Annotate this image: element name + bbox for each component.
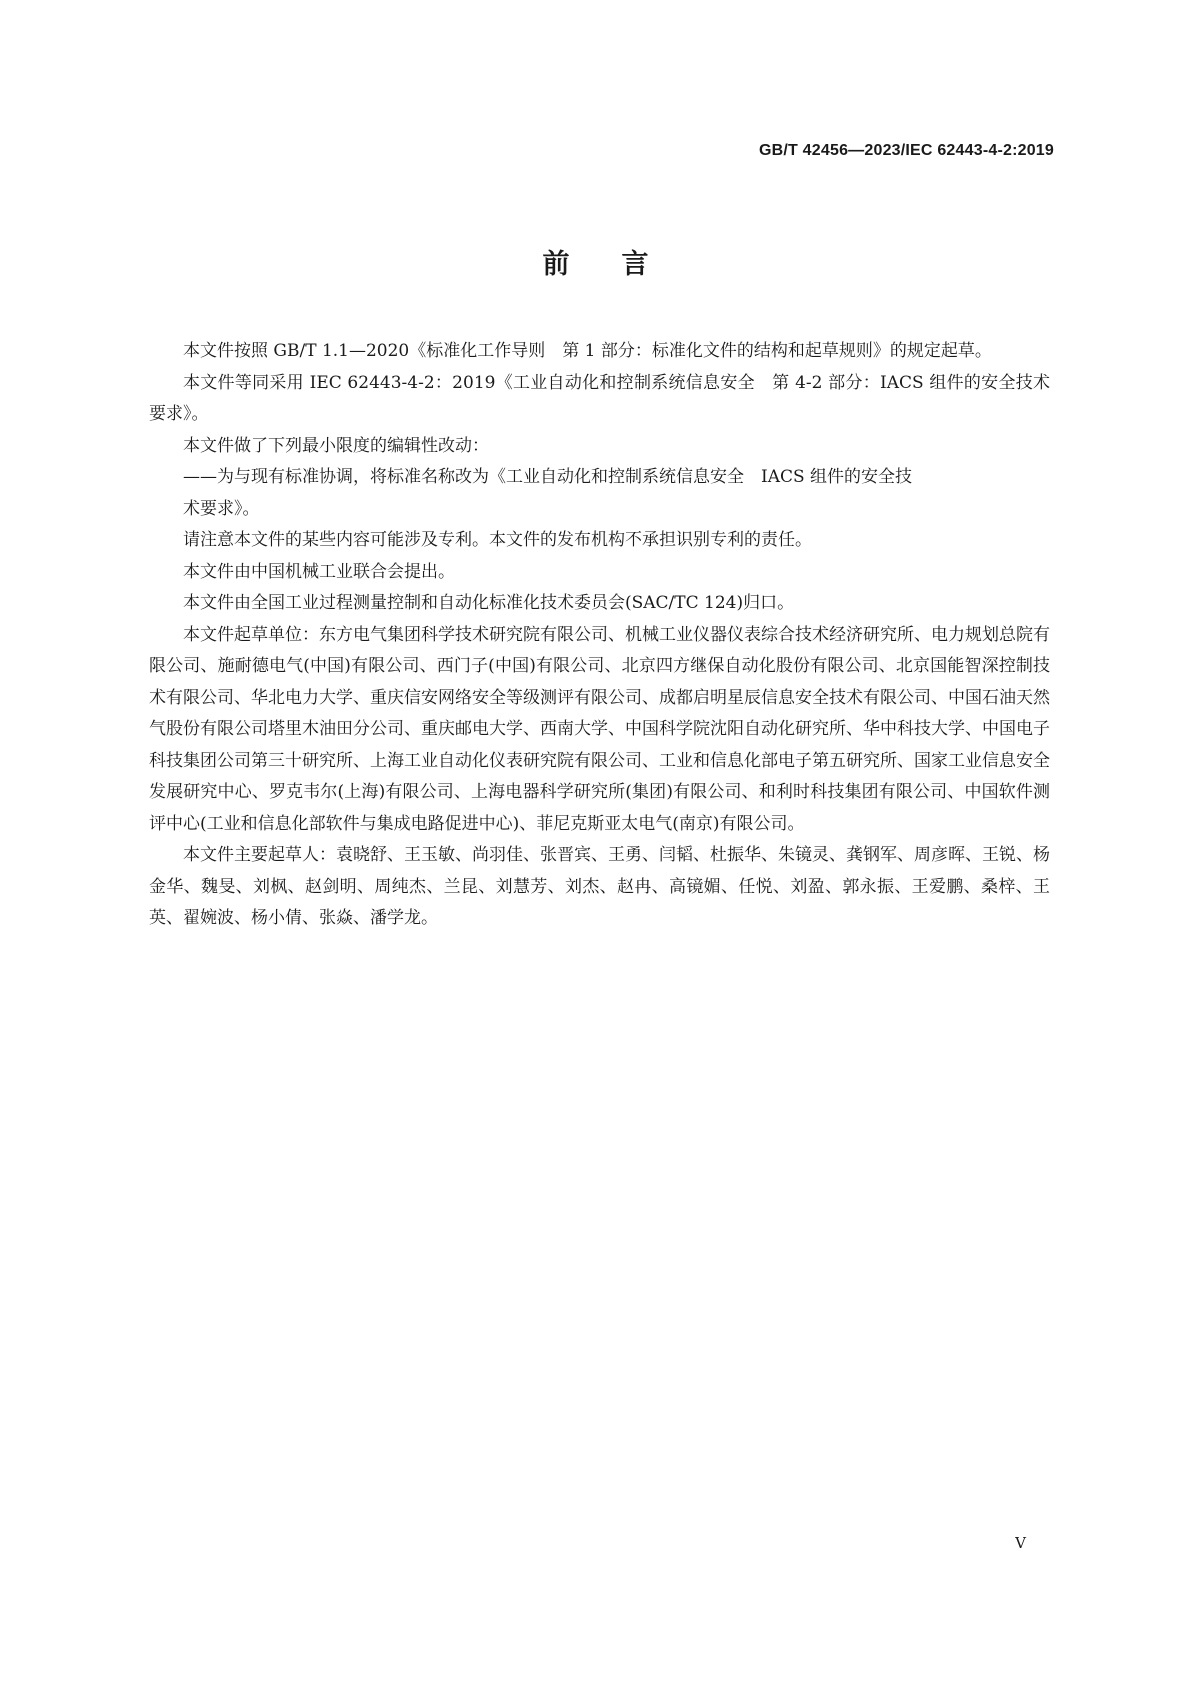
paragraph-drafting-units: 本文件起草单位：东方电气集团科学技术研究院有限公司、机械工业仪器仪表综合技术经济研究所、电力规划总院有限公司、施耐德电气(中国)有限公司、西门子(中国)有限公司、北京四方继保自动化股份有限公司、北京国能智深控制技术有限公司、华北电力大学、重庆信安网络安全等级测评有限公司、成都启明星辰信息安全技术有限公司、中国石油天然气股份有限公司塔里木油田分公司、重庆邮电大学、西南大学、中国科学院沈阳自动化研究所、华中科技大学、中国电子科技集团公司第三十研究所、上海工业自动化仪表研究院有限公司、工业和信息化部电子第五研究所、国家工业信息安全发展研究中心、罗克韦尔(上海)有限公司、上海电器科学研究所(集团)有限公司、和利时科技集团有限公司、中国软件测评中心(工业和信息化部软件与集成电路促进中心)、菲尼克斯亚太电气(南京)有限公司。 xyxy=(149,624,1050,834)
list-item-text: 为与现有标准协调，将标准名称改为《工业自动化和控制系统信息安全 IACS 组件的安全技 xyxy=(217,467,913,487)
page-number: V xyxy=(1015,1534,1026,1552)
paragraph-editorial-changes: 本文件做了下列最小限度的编辑性改动： xyxy=(183,435,489,456)
standard-number-header: GB/T 42456—2023/IEC 62443-4-2:2019 xyxy=(759,142,1054,159)
paragraph-adoption: 本文件等同采用 IEC 62443-4-2：2019《工业自动化和控制系统信息安全 第 4-2 部分：IACS 组件的安全技术要求》。 xyxy=(149,372,1050,424)
foreword-body xyxy=(149,336,1050,935)
page-title: 前言 xyxy=(542,249,701,280)
list-item-continuation: 术要求》。 xyxy=(183,498,260,519)
paragraph-patent-notice: 请注意本文件的某些内容可能涉及专利。本文件的发布机构不承担识别专利的责任。 xyxy=(183,530,812,550)
list-dash: —— xyxy=(183,467,217,487)
paragraph-centralized-by: 本文件由全国工业过程测量控制和自动化标准化技术委员会(SAC/TC 124)归口。 xyxy=(183,593,795,613)
paragraph-proposer: 本文件由中国机械工业联合会提出。 xyxy=(183,561,455,582)
paragraph-drafters: 本文件主要起草人：袁晓舒、王玉敏、尚羽佳、张晋宾、王勇、闫韬、杜振华、朱镜灵、龚钢军、周彦晖、王锐、杨金华、魏旻、刘枫、赵剑明、周纯杰、兰昆、刘慧芳、刘杰、赵冉、高镜媚、任悦、刘盈、郭永振、王爱鹏、桑梓、王英、翟婉波、杨小倩、张焱、潘学龙。 xyxy=(149,845,1050,928)
list-item-editorial-change xyxy=(149,462,1050,494)
paragraph-drafting-rules: 本文件按照 GB/T 1.1—2020《标准化工作导则 第 1 部分：标准化文件的结构和起草规则》的规定起草。 xyxy=(183,341,992,361)
